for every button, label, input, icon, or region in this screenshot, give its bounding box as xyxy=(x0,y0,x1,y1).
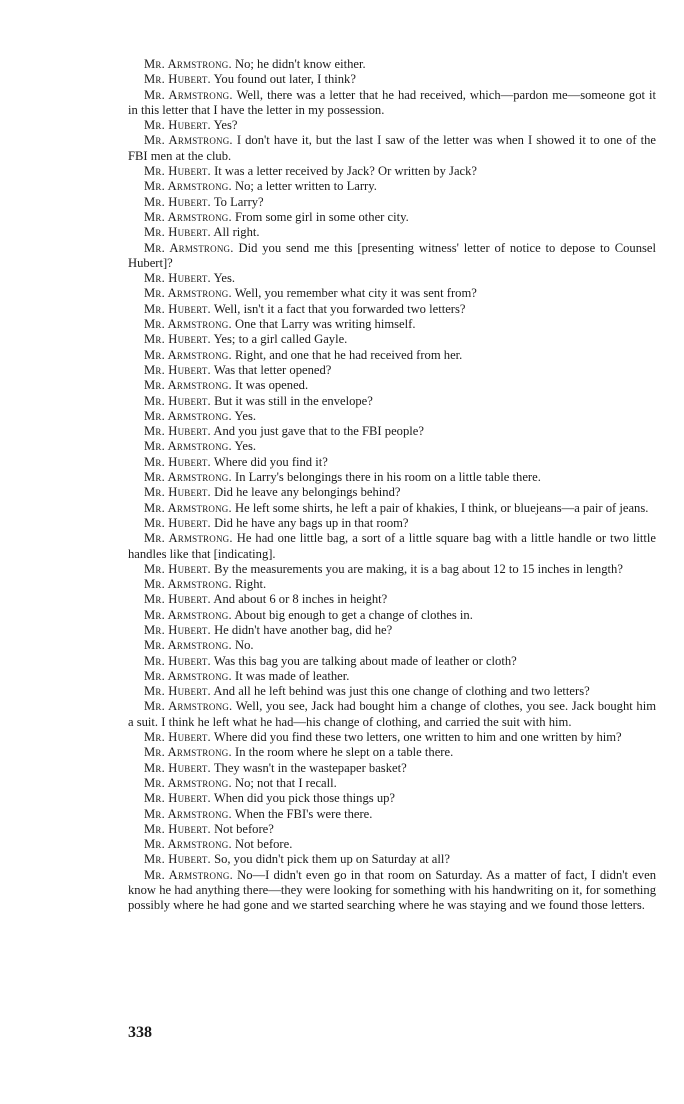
speaker-name: Mr. Hubert. xyxy=(144,362,211,377)
speaker-name: Mr. Hubert. xyxy=(144,561,211,576)
testimony-text: Right, and one that he had received from her. xyxy=(235,347,463,362)
testimony-paragraph xyxy=(128,608,656,623)
testimony-text: No; he didn't know either. xyxy=(235,57,366,71)
testimony-paragraph xyxy=(128,179,656,194)
testimony-text: He had one little bag, a sort of a little square bag with a little handle or two little handles like that [indicating]. xyxy=(128,531,657,561)
testimony-paragraph xyxy=(128,868,656,914)
testimony-text: So, you didn't pick them up on Saturday at all? xyxy=(214,852,450,867)
testimony-text: But it was still in the envelope? xyxy=(214,393,373,408)
testimony-text: No; not that I recall. xyxy=(235,775,337,790)
testimony-text: No. xyxy=(235,638,254,653)
testimony-paragraph xyxy=(128,286,656,301)
speaker-name: Mr. Hubert. xyxy=(144,72,211,87)
testimony-transcript xyxy=(128,57,656,914)
testimony-paragraph xyxy=(128,577,656,592)
speaker-name: Mr. Armstrong. xyxy=(144,286,232,301)
speaker-name: Mr. Armstrong. xyxy=(144,837,232,852)
speaker-name: Mr. Armstrong. xyxy=(144,577,232,592)
testimony-text: No; a letter written to Larry. xyxy=(235,179,377,194)
testimony-paragraph xyxy=(128,72,656,87)
testimony-paragraph xyxy=(128,623,656,638)
testimony-text: Did he leave any belongings behind? xyxy=(214,485,401,500)
testimony-paragraph xyxy=(128,516,656,531)
speaker-name: Mr. Hubert. xyxy=(144,821,211,836)
testimony-paragraph xyxy=(128,302,656,317)
testimony-text: Well, isn't it a fact that you forwarded two letters? xyxy=(213,301,466,316)
speaker-name: Mr. Hubert. xyxy=(144,424,211,439)
testimony-text: It was made of leather. xyxy=(235,668,350,683)
speaker-name: Mr. Hubert. xyxy=(144,454,211,469)
testimony-paragraph xyxy=(128,88,656,119)
testimony-paragraph xyxy=(128,225,656,240)
testimony-text: Was that letter opened? xyxy=(213,362,332,377)
speaker-name: Mr. Armstrong. xyxy=(144,470,232,485)
speaker-name: Mr. Hubert. xyxy=(144,791,211,806)
speaker-name: Mr. Hubert. xyxy=(144,164,211,179)
testimony-text: It was a letter received by Jack? Or written by Jack? xyxy=(214,164,478,179)
testimony-paragraph xyxy=(128,133,656,164)
testimony-paragraph xyxy=(128,822,656,837)
testimony-text: To Larry? xyxy=(213,194,264,209)
testimony-paragraph xyxy=(128,409,656,424)
speaker-name: Mr. Hubert. xyxy=(144,301,211,316)
testimony-paragraph xyxy=(128,699,656,730)
speaker-name: Mr. Hubert. xyxy=(144,730,211,745)
speaker-name: Mr. Armstrong. xyxy=(144,806,232,821)
speaker-name: Mr. Hubert. xyxy=(144,653,211,668)
speaker-name: Mr. Armstrong. xyxy=(144,378,232,393)
testimony-text: From some girl in some other city. xyxy=(235,209,409,224)
testimony-paragraph xyxy=(128,363,656,378)
testimony-text: Where did you find it? xyxy=(213,454,328,469)
testimony-paragraph xyxy=(128,439,656,454)
testimony-paragraph xyxy=(128,837,656,852)
testimony-paragraph xyxy=(128,745,656,760)
testimony-text: Was this bag you are talking about made of leather or cloth? xyxy=(213,653,517,668)
testimony-text: In Larry's belongings there in his room on a little table there. xyxy=(235,470,541,485)
testimony-paragraph xyxy=(128,57,656,72)
testimony-paragraph xyxy=(128,394,656,409)
speaker-name: Mr. Hubert. xyxy=(144,393,211,408)
testimony-paragraph xyxy=(128,531,656,562)
speaker-name: Mr. Armstrong. xyxy=(144,408,232,423)
speaker-name: Mr. Armstrong. xyxy=(144,668,232,683)
testimony-paragraph xyxy=(128,317,656,332)
testimony-text: Right. xyxy=(235,577,267,592)
speaker-name: Mr. Armstrong. xyxy=(144,867,233,882)
speaker-name: Mr. Hubert. xyxy=(144,118,211,133)
testimony-paragraph xyxy=(128,791,656,806)
testimony-text: About big enough to get a change of clothes in. xyxy=(234,607,473,622)
testimony-paragraph xyxy=(128,654,656,669)
testimony-paragraph xyxy=(128,684,656,699)
speaker-name: Mr. Armstrong. xyxy=(144,57,232,71)
testimony-text: No—I didn't even go in that room on Saturday. As a matter of fact, I didn't even know he had anything there—they were looking for something with his handwriting on it, for something possibly where he had gone and we started searching where he was staying and we found those letters. xyxy=(128,867,656,913)
testimony-paragraph xyxy=(128,592,656,607)
testimony-text: Where did you find these two letters, one written to him and one written by him? xyxy=(213,730,622,745)
testimony-text: Yes? xyxy=(213,118,238,133)
speaker-name: Mr. Armstrong. xyxy=(144,317,232,332)
testimony-text: Not before? xyxy=(214,821,274,836)
testimony-paragraph xyxy=(128,195,656,210)
speaker-name: Mr. Hubert. xyxy=(144,592,211,607)
testimony-text: Well, you see, Jack had bought him a change of clothes, you see. Jack bought him a suit. I think he left what he had—his change of clothing, and carried the suit with him. xyxy=(128,699,656,729)
testimony-text: In the room where he slept on a table there. xyxy=(235,745,454,760)
speaker-name: Mr. Hubert. xyxy=(144,194,211,209)
speaker-name: Mr. Armstrong. xyxy=(144,745,232,760)
testimony-paragraph xyxy=(128,332,656,347)
testimony-text: Yes; to a girl called Gayle. xyxy=(213,332,348,347)
testimony-paragraph xyxy=(128,638,656,653)
testimony-paragraph xyxy=(128,378,656,393)
testimony-paragraph xyxy=(128,455,656,470)
testimony-text: Did you send me this [presenting witness' letter of notice to depose to Counsel Hubert]? xyxy=(128,240,657,270)
speaker-name: Mr. Armstrong. xyxy=(144,87,233,102)
testimony-text: Well, there was a letter that he had received, which—pardon me—someone got it in this letter that I have the letter in my possession. xyxy=(128,87,657,117)
testimony-paragraph xyxy=(128,210,656,225)
testimony-paragraph xyxy=(128,241,656,272)
testimony-paragraph xyxy=(128,485,656,500)
testimony-text: And all he left behind was just this one change of clothing and two letters? xyxy=(213,684,590,699)
testimony-text: When did you pick those things up? xyxy=(213,791,396,806)
speaker-name: Mr. Armstrong. xyxy=(144,638,232,653)
testimony-paragraph xyxy=(128,118,656,133)
testimony-paragraph xyxy=(128,501,656,516)
testimony-text: Yes. xyxy=(234,439,257,454)
testimony-paragraph xyxy=(128,164,656,179)
speaker-name: Mr. Armstrong. xyxy=(144,775,232,790)
testimony-text: One that Larry was writing himself. xyxy=(235,317,416,332)
testimony-text: I don't have it, but the last I saw of the letter was when I showed it to one of the FBI men at the club. xyxy=(128,133,656,163)
speaker-name: Mr. Armstrong. xyxy=(144,439,232,454)
testimony-paragraph xyxy=(128,271,656,286)
testimony-text: And about 6 or 8 inches in height? xyxy=(213,592,388,607)
testimony-paragraph xyxy=(128,562,656,577)
speaker-name: Mr. Armstrong. xyxy=(144,179,232,194)
speaker-name: Mr. Hubert. xyxy=(144,332,211,347)
testimony-text: Well, you remember what city it was sent from? xyxy=(234,286,477,301)
testimony-text: And you just gave that to the FBI people? xyxy=(213,424,424,439)
testimony-paragraph xyxy=(128,424,656,439)
speaker-name: Mr. Armstrong. xyxy=(144,347,232,362)
speaker-name: Mr. Hubert. xyxy=(144,515,211,530)
testimony-text: All right. xyxy=(213,225,260,240)
testimony-paragraph xyxy=(128,669,656,684)
speaker-name: Mr. Armstrong. xyxy=(144,500,232,515)
page-number: 338 xyxy=(128,1024,152,1041)
speaker-name: Mr. Armstrong. xyxy=(144,531,233,546)
speaker-name: Mr. Hubert. xyxy=(144,622,211,637)
testimony-text: By the measurements you are making, it is a bag about 12 to 15 inches in length? xyxy=(214,561,623,576)
speaker-name: Mr. Hubert. xyxy=(144,225,211,240)
testimony-paragraph xyxy=(128,470,656,485)
testimony-text: They wasn't in the wastepaper basket? xyxy=(213,760,407,775)
speaker-name: Mr. Armstrong. xyxy=(144,607,232,622)
speaker-name: Mr. Armstrong. xyxy=(144,699,233,714)
testimony-text: When the FBI's were there. xyxy=(234,806,373,821)
testimony-text: Did he have any bags up in that room? xyxy=(214,515,409,530)
testimony-text: Not before. xyxy=(235,837,293,852)
testimony-paragraph xyxy=(128,761,656,776)
testimony-paragraph xyxy=(128,776,656,791)
testimony-text: Yes. xyxy=(213,271,236,286)
speaker-name: Mr. Hubert. xyxy=(144,271,211,286)
testimony-text: It was opened. xyxy=(235,378,309,393)
speaker-name: Mr. Hubert. xyxy=(144,852,211,867)
speaker-name: Mr. Armstrong. xyxy=(144,240,234,255)
speaker-name: Mr. Hubert. xyxy=(144,485,211,500)
testimony-text: You found out later, I think? xyxy=(213,72,356,87)
speaker-name: Mr. Armstrong. xyxy=(144,133,233,148)
speaker-name: Mr. Armstrong. xyxy=(144,209,232,224)
speaker-name: Mr. Hubert. xyxy=(144,684,211,699)
speaker-name: Mr. Hubert. xyxy=(144,760,211,775)
testimony-paragraph xyxy=(128,807,656,822)
testimony-text: He left some shirts, he left a pair of khakies, I think, or bluejeans—a pair of jeans. xyxy=(235,500,649,515)
testimony-text: He didn't have another bag, did he? xyxy=(214,622,393,637)
testimony-paragraph xyxy=(128,730,656,745)
testimony-paragraph xyxy=(128,852,656,867)
testimony-text: Yes. xyxy=(234,408,257,423)
testimony-paragraph xyxy=(128,348,656,363)
